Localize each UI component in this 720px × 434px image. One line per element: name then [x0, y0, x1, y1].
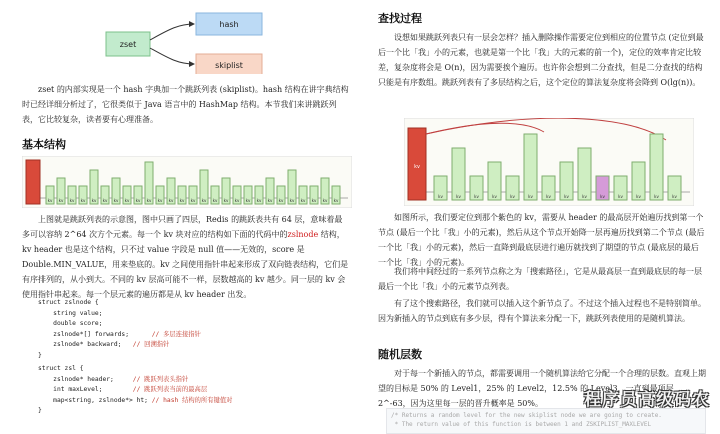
watermark: 程序员高级码农 — [584, 390, 710, 410]
kv-node-label: kv — [438, 194, 443, 199]
kv-node — [650, 134, 663, 200]
kv-node-label: kv — [528, 194, 533, 199]
search-path-diagram — [404, 118, 694, 206]
insert-paragraph: 有了这个搜索路径，我们就可以插入这个新节点了。不过这个插入过程也不是特别简单。因为新插入的节点到底有多少层，得有个算法来分配一下，跳跃列表使用的是随机算法。 — [378, 299, 706, 323]
kv-node-label: kv — [168, 198, 174, 203]
kv-node-label: kv — [58, 198, 64, 203]
kv-node-label: kv — [69, 198, 75, 203]
kv-node-label: kv — [474, 194, 479, 199]
section-title-basic-structure: 基本结构 — [22, 138, 66, 151]
kv-node-label: kv — [113, 198, 119, 203]
kv-node-label: kv — [510, 194, 515, 199]
kv-node-label: kv — [333, 198, 339, 203]
random-level-paragraph: 对于每一个新插入的节点，都需要调用一个随机算法给它分配一个合理的层数。直观上期望的目标是 50% 的 Level1，25% 的 Level2，12.5% 的 Level3，一直到最顶层 2^-63，因为这里每一层的晋升概率是 50%。 — [378, 369, 706, 408]
kv-node-label: kv — [201, 198, 207, 203]
kv-node-label: kv — [672, 194, 677, 199]
kv-node-label: kv — [212, 198, 218, 203]
kv-node-label: kv — [245, 198, 251, 203]
kv-node-label: kv — [91, 198, 97, 203]
hash-label: hash — [219, 20, 239, 29]
kv-node-label: kv — [636, 194, 641, 199]
kv-node-label: kv — [190, 198, 196, 203]
left-page — [8, 0, 360, 428]
kv-node-label: kv — [124, 198, 130, 203]
kv-node-label: kv — [278, 198, 284, 203]
structure-paragraph: 上图就是跳跃列表的示意图，图中只画了四层，Redis 的跳跃表共有 64 层，意味着最多可以容纳 2^64 次方个元素。每一个 kv 块对应的结构如下面的代码中的zslnode 结构，kv header 也是这个结构，只不过 value 字段是 null 值——无效的，score 是 Double.MIN_VALUE，用来垫底的。kv 之间使用指针串起来形成了双向链表结构，它们是有序排列的，从小到大。不同的 kv 层高可能不一样，层数越高的 kv 越少。同一层的 kv 会使用指针串起来。每一个层元素的遍历都是从 kv header 出发。 — [22, 215, 349, 299]
kv-node-label: kv — [311, 198, 317, 203]
skiplist-label: skiplist — [215, 61, 243, 70]
right-page — [364, 0, 716, 428]
kv-node-label: kv — [654, 194, 659, 199]
intro-paragraph: zset 的内部实现是一个 hash 字典加一个跳跃列表 (skiplist)。hash 结构在讲字典结构时已经详细分析过了，它很类似于 Java 语言中的 HashMap 结构。本节我们来讲跳跃列表，它比较复杂，读者要有心理准备。 — [22, 85, 349, 124]
kv-node-label: kv — [179, 198, 185, 203]
kv-node-label: kv — [256, 198, 262, 203]
kv-node-label: kv — [267, 198, 273, 203]
kv-node-label: kv — [47, 198, 53, 203]
svg-text:kv: kv — [414, 164, 420, 170]
section-title-lookup: 查找过程 — [378, 12, 422, 25]
kv-node-label: kv — [456, 194, 461, 199]
kv-node-label: kv — [157, 198, 163, 203]
zset-label: zset — [119, 40, 137, 49]
kv-node-label: kv — [582, 194, 587, 199]
kv-node-label: kv — [322, 198, 328, 203]
kv-node — [452, 148, 465, 200]
kv-node-label: kv — [564, 194, 569, 199]
search-path-paragraph: 我们将中间经过的一系列节点称之为「搜索路径」，它是从最高层一直到最底层的每一层最后一个比「我」小的元素节点列表。 — [378, 267, 702, 291]
search-explain-paragraph: 如图所示，我们要定位到那个紫色的 kv，需要从 header 的最高层开始遍历找到第一个节点 (最后一个比「我」小的元素)，然后从这个节点开始降一层再遍历找到第二个节点 (最后一个比「我」小的元素)，然后一直降到最底层进行遍历就找到了期望的节点 (最底层的最后一个比「我」小的元素)。 — [378, 213, 705, 267]
kv-node-label: kv — [289, 198, 295, 203]
kv-node-label: kv — [80, 198, 86, 203]
kv-node — [524, 134, 537, 200]
kv-node-label: kv — [102, 198, 108, 203]
zsl-code: struct zsl { zslnode* header; // 跳跃列表头指针 int maxLevel; // 跳跃列表当前的最高层 map<string, zslnode*> ht; // hash 结构的所有键值对 } — [38, 365, 233, 414]
kv-node-label: kv — [223, 198, 229, 203]
kv-node-label: kv — [234, 198, 240, 203]
zslnode-code: struct zslnode { string value; double score; zslnode*[] forwards; // 多层连接指针 zslnode* backward; // 回溯指针 } — [38, 299, 201, 359]
kv-node-label: kv — [600, 194, 605, 199]
zset-structure-diagram — [8, 0, 360, 74]
zslnode-highlight: zslnode — [287, 230, 319, 239]
kv-node-label: kv — [492, 194, 497, 199]
kv-node-label: kv — [546, 194, 551, 199]
random-level-code: /* Returns a random level for the new skiplist node we are going to create. * The return value of this function is between 1 and ZSKIPLIST_MAXLEVEL — [386, 408, 706, 434]
kv-head-node — [26, 160, 40, 204]
kv-node — [578, 148, 591, 200]
kv-node-label: kv — [135, 198, 141, 203]
section-title-random-level: 随机层数 — [378, 348, 422, 361]
kv-node-label: kv — [146, 198, 152, 203]
lookup-paragraph: 设想如果跳跃列表只有一层会怎样？插入删除操作需要定位到相应的位置节点 (定位到最后一个比「我」小的元素，也就是第一个比「我」大的元素的前一个)，定位的效率肯定比较差，复杂度将会是 O(n)，因为需要挨个遍历。也许你会想到二分查找，但是二分查找的结构只能是有序数组。跳跃列表有了多层结构之后，这个定位的算法复杂度将会降到 O(lg(n))。 — [378, 33, 704, 87]
kv-node-label: kv — [618, 194, 623, 199]
kv-node-label: kv — [300, 198, 306, 203]
skiplist-diagram — [22, 156, 352, 208]
